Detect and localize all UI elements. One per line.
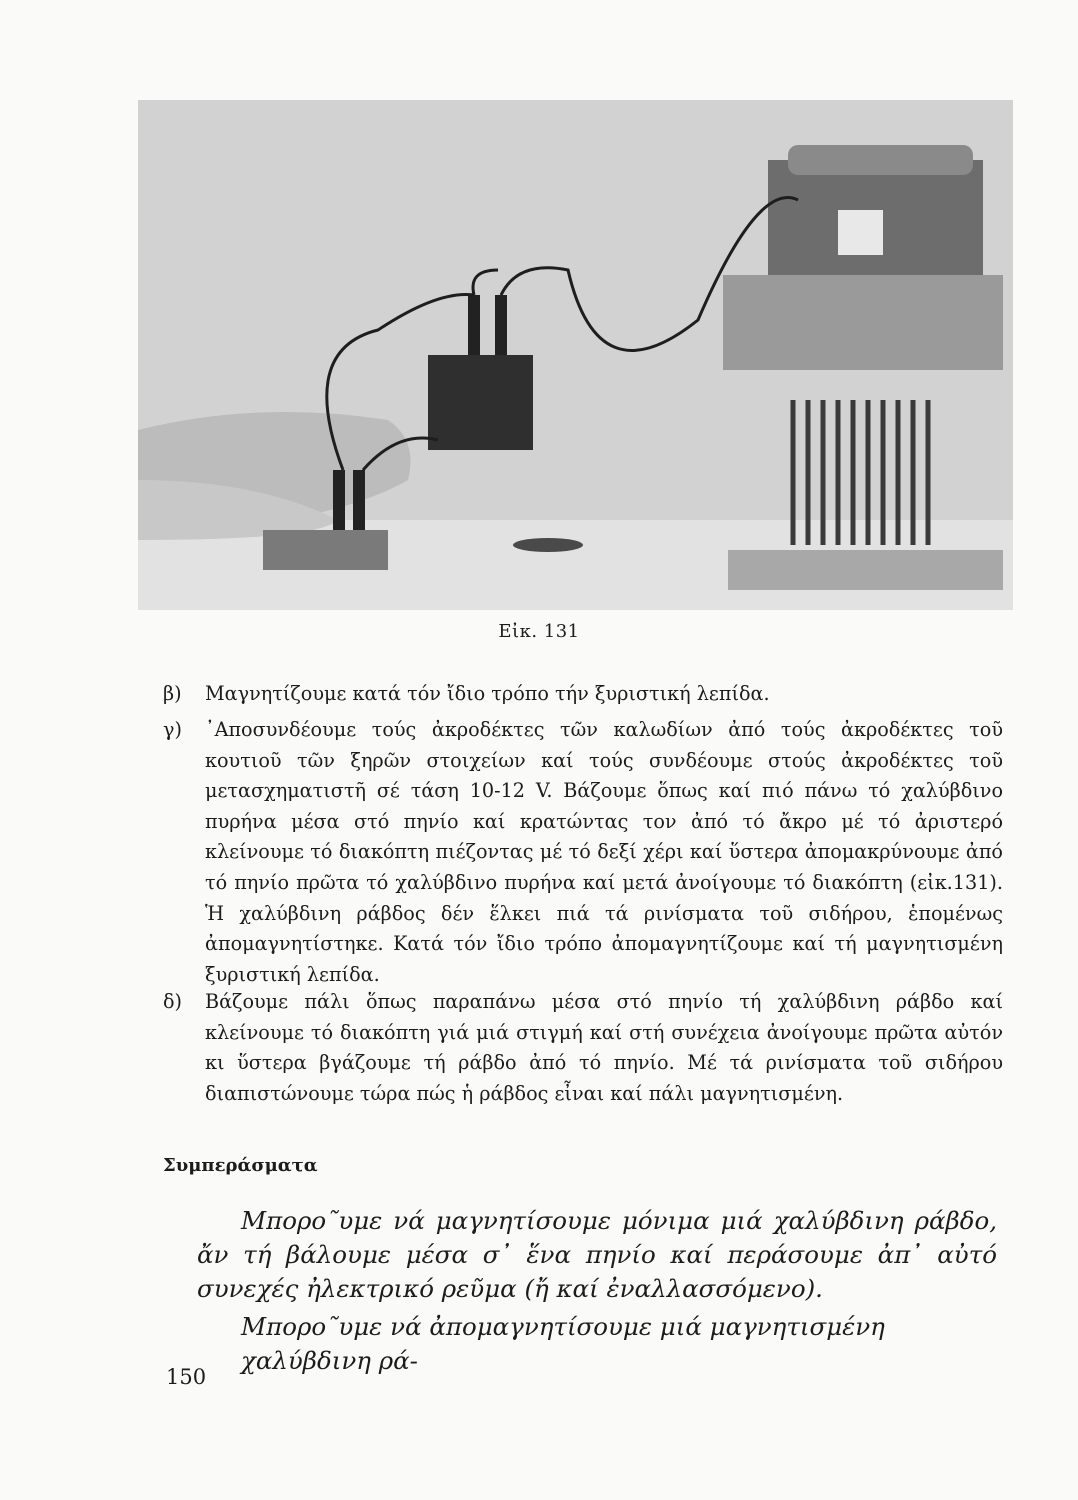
list-item-delta [163,987,1003,1109]
list-item-text: ᾿Αποσυνδέουμε τούς ἀκροδέκτες τῶν καλωδίων ἀπό τούς ἀκροδέκτες τοῦ κουτιοῦ τῶν ξηρῶν στοιχείων καί τούς συνδέουμε στούς ἀκροδέκτες τοῦ μετασχηματιστῆ σέ τάση 10-12 V. Βάζουμε ὅπως καί πιό πάνω τό χαλύβδινο πυρήνα μέσα στό πηνίο καί κρατώντας τον ἀπό τό ἄκρο μέ τό ἀριστερό κλείνουμε τό διακόπτη πιέζοντας μέ τό δεξί χέρι καί ὕστερα ἀπομακρύνουμε ἀπό τό πηνίο πρῶτα τό χαλύβδινο πυρήνα καί μετά ἀνοίγουμε τό διακόπτη (εἰκ.131). Ἡ χαλύβδινη ράβδος δέν ἕλκει πιά τά ρινίσματα τοῦ σιδήρου, ἑπομένως ἀπομαγνητίστηκε. Κατά τόν ἴδιο τρόπο ἀπομαγνητίζουμε καί τή μαγνητισμένη ξυριστική λεπίδα. [205,718,1003,986]
list-item-text: Μαγνητίζουμε κατά τόν ἴδιο τρόπο τήν ξυριστική λεπίδα. [205,682,770,705]
list-item-label: γ) [163,718,182,741]
list-item-label: δ) [163,990,183,1013]
section-heading: Συμπεράσματα [163,1155,318,1176]
list-item-label: β) [163,682,182,705]
conclusion-paragraph: Μπορο῀υμε νά ἀπομαγνητίσουμε μιά μαγνητισμένη χαλύβδινη ρά- [241,1312,885,1375]
electromagnet-apparatus-photo-icon [138,100,1013,610]
page-number: 150 [166,1365,207,1389]
list-item-beta [163,679,1003,710]
figure-photo [138,100,1013,610]
figure-caption: Εἰκ. 131 [498,621,580,642]
list-item-gamma [163,715,1003,990]
conclusion-paragraph: Μπορο῀υμε νά μαγνητίσουμε μόνιμα μιά χαλύβδινη ράβδο, ἄν τή βάλουμε μέσα σ᾿ ἕνα πηνίο καί περάσουμε ἀπ᾿ αὐτό συνεχές ἠλεκτρικό ρεῦμα (ἤ καί ἐναλλασσόμενο). [197,1206,997,1303]
list-item-text: Βάζουμε πάλι ὅπως παραπάνω μέσα στό πηνίο τή χαλύβδινη ράβδο καί κλείνουμε τό διακόπτη γιά μιά στιγμή καί στή συνέχεια ἀνοίγουμε πρῶτα αὐτόν κι ὕστερα βγάζουμε τή ράβδο ἀπό τό πηνίο. Μέ τά ρινίσματα τοῦ σιδήρου διαπιστώνουμε τώρα πώς ἡ ράβδος εἶναι καί πάλι μαγνητισμένη. [205,990,1003,1105]
